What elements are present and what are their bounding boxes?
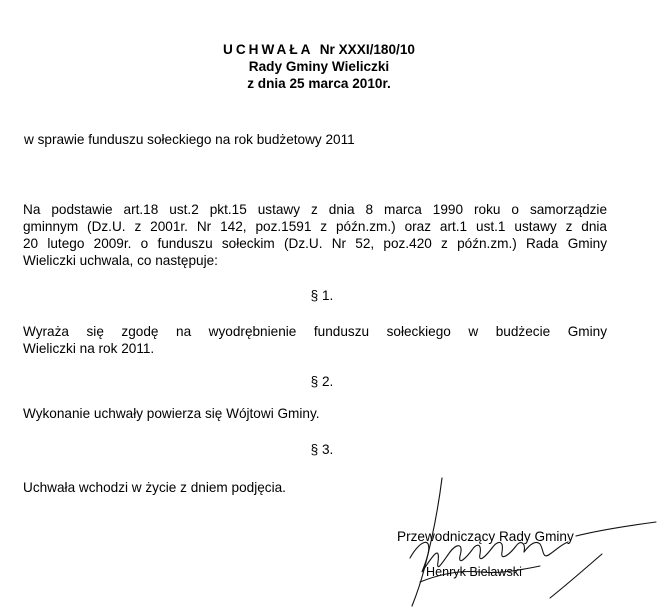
resolution-date: z dnia 25 marca 2010r.	[247, 76, 391, 91]
preamble-line: Na podstawie art.18 ust.2 pkt.15 ustawy z dnia 8 marca 1990 roku o samorządzie	[23, 202, 607, 217]
preamble-line: gminnym (Dz.U. z 2001r. Nr 142, poz.1591 z późn.zm.) oraz art.1 ust.1 ustawy z dnia	[23, 219, 607, 234]
section-1-line: Wieliczki na rok 2011.	[23, 341, 155, 356]
section-mark-2: § 2.	[310, 374, 334, 389]
section-1-line: Wyraża się zgodę na wyodrębnienie funduszu sołeckiego w budżecie Gminy	[23, 324, 607, 339]
resolution-number: Nr XXXI/180/10	[319, 42, 415, 57]
section-mark-1: § 1.	[310, 288, 334, 303]
resolution-subject: w sprawie funduszu sołeckiego na rok budżetowy 2011	[24, 132, 355, 147]
preamble-paragraph	[23, 201, 607, 269]
section-1-text	[23, 323, 607, 357]
section-3-text: Uchwała wchodzi w życie z dniem podjęcia.	[23, 480, 286, 495]
signer-name: Henryk Bielawski	[426, 565, 522, 579]
preamble-line: Wieliczki uchwala, co następuje:	[23, 253, 218, 268]
section-2-text: Wykonanie uchwały powierza się Wójtowi Gminy.	[23, 406, 320, 421]
resolution-title: UCHWAŁA	[223, 42, 313, 57]
signer-role: Przewodniczący Rady Gminy	[397, 529, 574, 544]
preamble-line: 20 lutego 2009r. o funduszu sołeckim (Dz.U. Nr 52, poz.420 z późn.zm.) Rada Gminy	[23, 236, 607, 251]
section-mark-3: § 3.	[310, 442, 334, 457]
resolution-header	[0, 41, 620, 92]
resolution-number-line	[0, 41, 620, 58]
council-name: Rady Gminy Wieliczki	[248, 59, 390, 74]
